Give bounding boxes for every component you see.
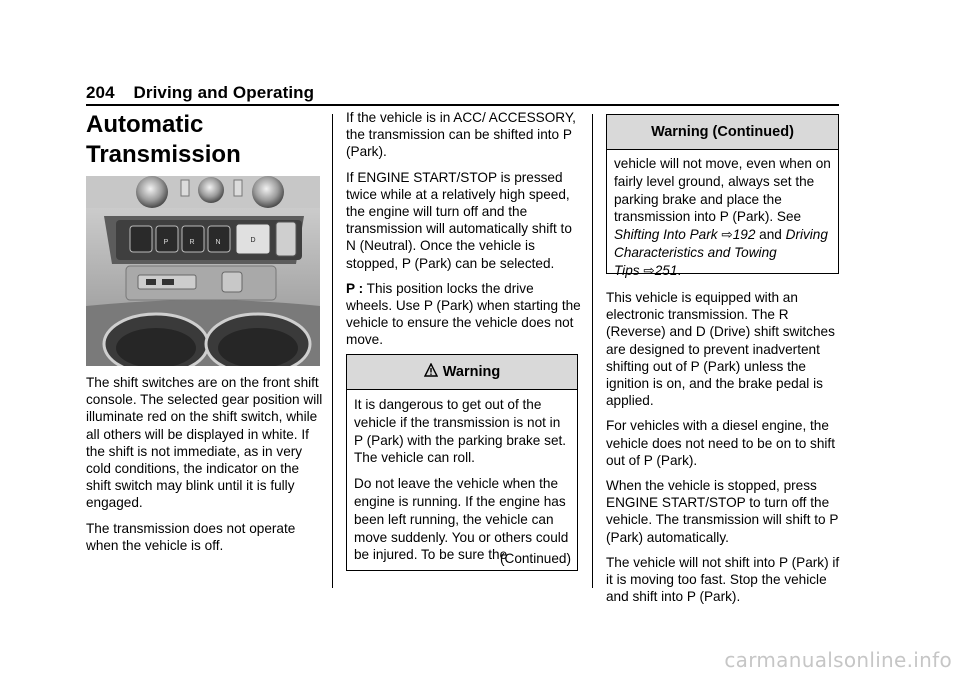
- warning-header: [347, 355, 577, 390]
- shift-button-r: R: [189, 239, 195, 246]
- page-ref-192[interactable]: 192: [732, 227, 756, 243]
- paragraph: The transmission does not operate when the vehicle is off.: [86, 520, 296, 553]
- link-shifting-into-park[interactable]: Shifting Into Park: [614, 227, 718, 243]
- paragraph: If the vehicle is in ACC/ ACCESSORY, the transmission can be shifted into P (Park).: [346, 110, 576, 160]
- column-divider-1: [332, 114, 333, 588]
- header-rule: [86, 104, 839, 106]
- page-number: 204: [86, 83, 115, 102]
- page-ref-251[interactable]: 251: [654, 262, 678, 278]
- shift-button-n: N: [215, 239, 221, 246]
- paragraph: When the vehicle is stopped, press ENGINE START/STOP to turn off the vehicle. The transmission will shift to P (Park) automatically.: [606, 478, 839, 545]
- link-driving-characteristics[interactable]: Driving Characteristics and Towing Tips: [614, 227, 828, 278]
- warning-triangle-icon: [424, 363, 438, 381]
- paragraph: The vehicle will not shift into P (Park) if it is moving too fast. Stop the vehicle and shift into P (Park).: [606, 554, 840, 605]
- column-3-text: [606, 289, 842, 613]
- page-title: Automatic Transmission: [86, 111, 241, 168]
- shift-console-photo: [86, 176, 320, 366]
- shift-button-d: D: [250, 237, 256, 244]
- paragraph: The shift switches are on the front shift console. The selected gear position will illuminate red on the shift switch, while all others will be displayed in white. If the shift is not immediate, as in very cold conditions, the indicator on the shift switch may blink until it is fully engaged.: [86, 375, 323, 511]
- page-reference-icon: ⇨: [643, 262, 655, 278]
- continued-label: (Continued): [499, 551, 571, 566]
- warning-paragraph: It is dangerous to get out of the vehicle if the transmission is not in P (Park) with the parking brake set. The vehicle can roll.: [354, 397, 567, 466]
- page-header: [86, 83, 314, 103]
- column-1-text: [86, 374, 324, 562]
- column-2-text: [346, 109, 582, 357]
- park-label: P :: [346, 280, 364, 296]
- section-title: Driving and Operating: [133, 83, 315, 102]
- warning-continued-header: Warning (Continued): [607, 115, 838, 150]
- warning-continued-text: vehicle will not move, even when on fairly level ground, always set the parking brake and place the transmission into P (Park). See Shifting Into Park ⇨192 and Driving Characteristics and Towing Tips ⇨251.: [614, 156, 831, 278]
- column-divider-2: [592, 114, 593, 588]
- paragraph: This vehicle is equipped with an electronic transmission. The R (Reverse) and D (Drive) shift switches are designed to prevent inadvertent shifting out of P (Park) unless the ignition is on, and the brake pedal is applied.: [606, 290, 835, 409]
- warning-continued-box: [606, 114, 839, 278]
- paragraph: If ENGINE START/STOP is pressed twice while at a relatively high speed, the engine will turn off and the transmission will automatically shift to N (Neutral). Once the vehicle is stopped, P (Park) can be selected.: [346, 169, 572, 271]
- paragraph: For vehicles with a diesel engine, the vehicle does not need to be on to shift out of P (Park).: [606, 418, 835, 468]
- shift-button-p: P: [163, 239, 169, 246]
- warning-title: Warning: [442, 364, 501, 380]
- page-reference-icon: ⇨: [721, 227, 733, 243]
- shift-console-illustration: [86, 176, 320, 366]
- warning-paragraph: Do not leave the vehicle when the engine is running. If the engine has been left running, the vehicle can move suddenly. You or others could be injured. To be sure the: [354, 476, 569, 563]
- watermark: carmanualsonline.info: [724, 648, 952, 672]
- paragraph-park: P : This position locks the drive wheels. Use P (Park) when starting the vehicle to ensure the vehicle does not move.: [346, 280, 581, 348]
- warning-box: [346, 354, 578, 571]
